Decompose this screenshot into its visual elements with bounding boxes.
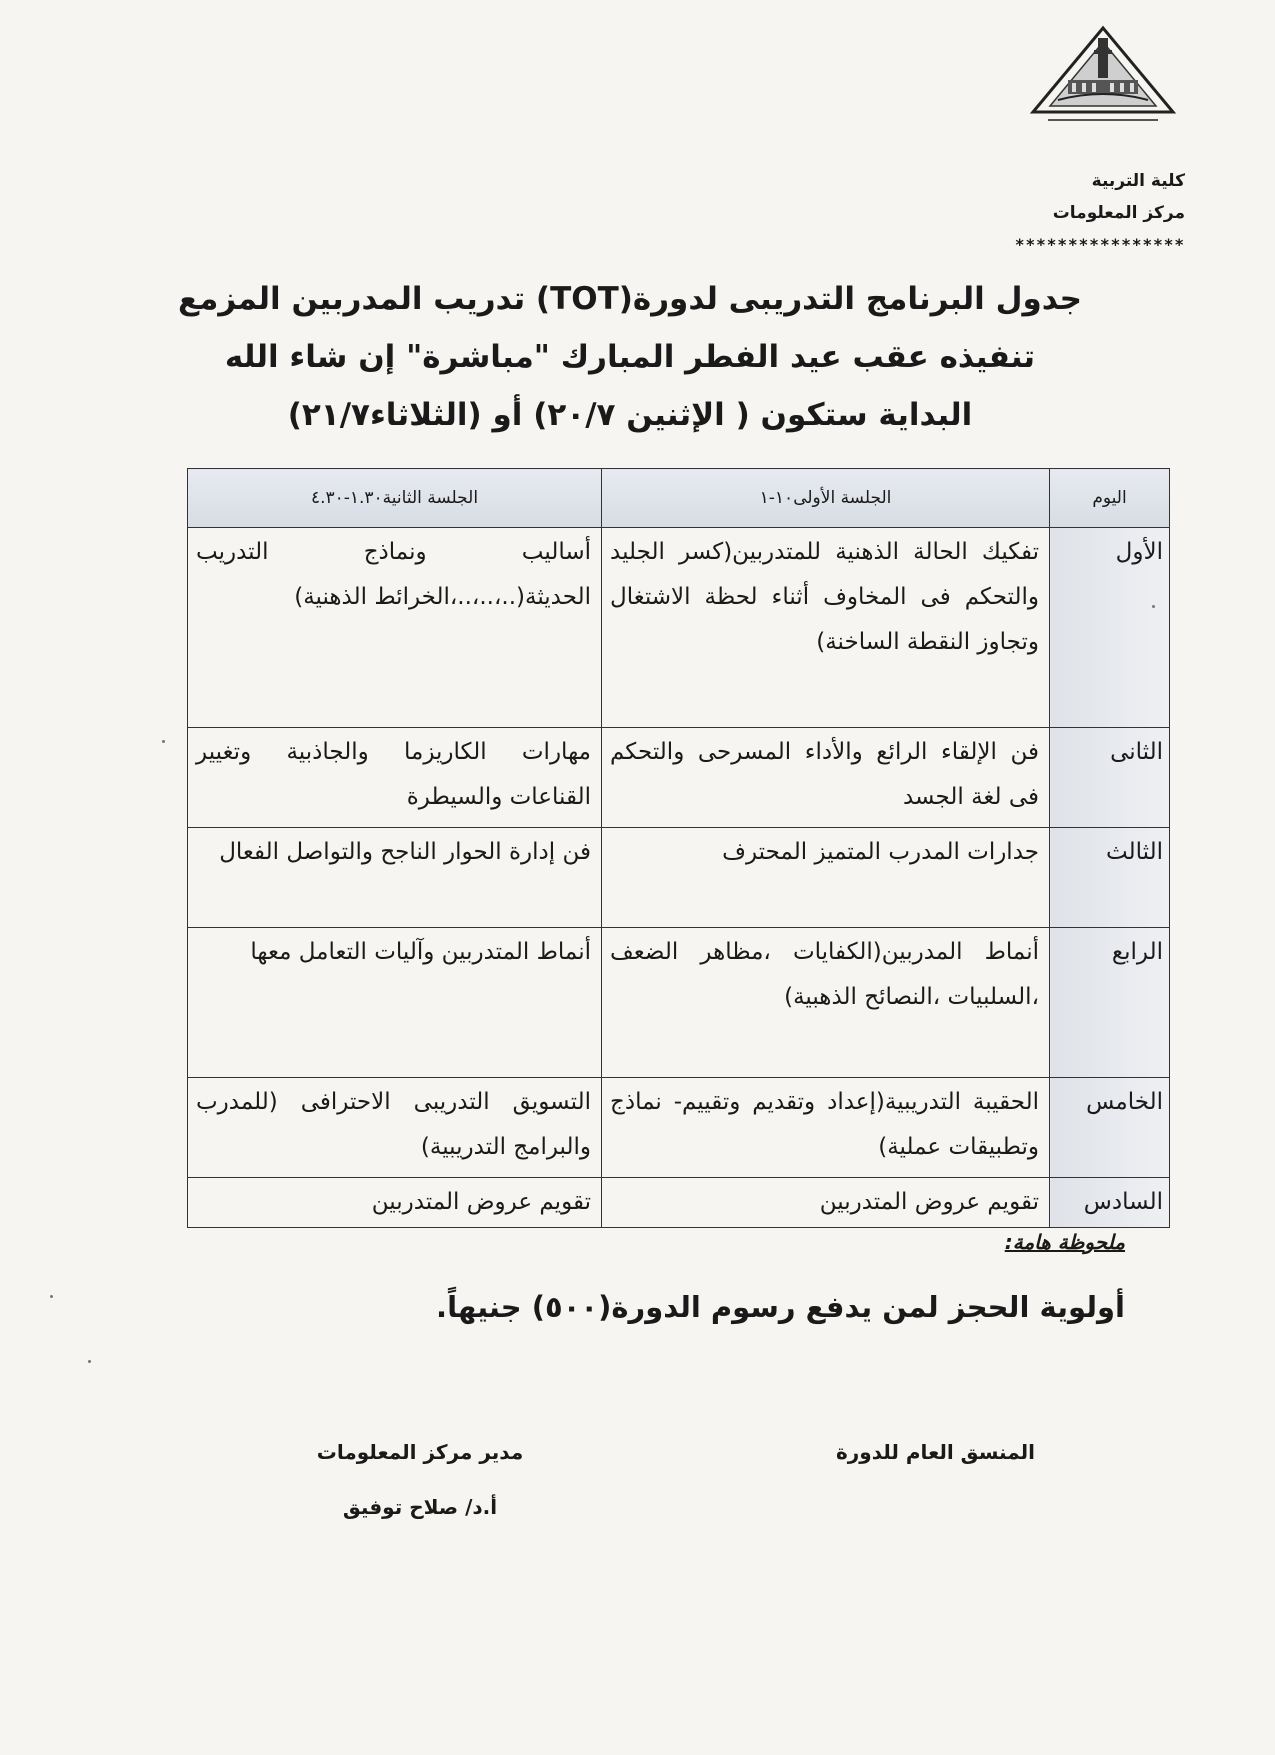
scan-speck <box>1152 605 1155 608</box>
session-2-cell: فن إدارة الحوار الناجح والتواصل الفعال <box>188 828 602 928</box>
scan-speck <box>162 740 165 743</box>
note-text: أولوية الحجز لمن يدفع رسوم الدورة(٥٠٠) جنيهاً. <box>436 1290 1125 1324</box>
director-title: مدير مركز المعلومات <box>316 1440 524 1464</box>
title-line-1: جدول البرنامج التدريبى لدورة(TOT) تدريب المدربين المزمع <box>177 281 1083 317</box>
session-2-cell: التسويق التدريبى الاحترافى (للمدرب والبرامج التدريبية) <box>188 1078 602 1178</box>
title-line-2: تنفيذه عقب عيد الفطر المبارك "مباشرة" إن شاء الله <box>224 339 1036 375</box>
session-2-cell: أساليب ونماذج التدريب الحديثة(..،..،..،الخرائط الذهنية) <box>188 528 602 728</box>
organization-block <box>825 165 1185 261</box>
session-2-cell: أنماط المتدربين وآليات التعامل معها <box>188 928 602 1078</box>
schedule-header-row <box>188 469 1170 528</box>
scan-speck <box>88 1360 91 1363</box>
session-1-cell: جدارات المدرب المتميز المحترف <box>602 828 1050 928</box>
title-line-3: البداية ستكون ( الإثنين ٢٠/٧) أو (الثلاثاء٢١/٧) <box>287 397 973 433</box>
day-cell: الثانى <box>1050 728 1170 828</box>
note-label: ملحوظة هامة: <box>1004 1230 1125 1254</box>
session-1-cell: أنماط المدربين(الكفايات ،مظاهر الضعف ،السلبيات ،النصائح الذهبية) <box>602 928 1050 1078</box>
faculty-name: كلية التربية <box>1091 171 1185 191</box>
day-cell: الخامس <box>1050 1078 1170 1178</box>
table-row <box>188 528 1170 728</box>
table-row <box>188 828 1170 928</box>
coordinator-title: المنسق العام للدورة <box>835 1440 1035 1464</box>
scan-speck <box>50 1295 53 1298</box>
header-session-2: الجلسة الثانية١.٣٠-٤.٣٠ <box>188 469 602 528</box>
header-session-1: الجلسة الأولى١٠-١ <box>602 469 1050 528</box>
center-name: مركز المعلومات <box>1052 203 1185 223</box>
session-2-cell: مهارات الكاريزما والجاذبية وتغيير القناعات والسيطرة <box>188 728 602 828</box>
university-emblem-icon <box>1028 20 1178 130</box>
table-row <box>188 1078 1170 1178</box>
day-cell: الرابع <box>1050 928 1170 1078</box>
session-1-cell: الحقيبة التدريبية(إعداد وتقديم وتقييم- نماذج وتطبيقات عملية) <box>602 1078 1050 1178</box>
day-cell: الثالث <box>1050 828 1170 928</box>
schedule-table <box>187 468 1170 1228</box>
table-row <box>188 728 1170 828</box>
session-1-cell: تقويم عروض المتدربين <box>602 1178 1050 1228</box>
session-1-cell: تفكيك الحالة الذهنية للمتدربين(كسر الجليد والتحكم فى المخاوف أثناء لحظة الاشتغال وتجاوز النقطة الساخنة) <box>602 528 1050 728</box>
session-1-cell: فن الإلقاء الرائع والأداء المسرحى والتحكم فى لغة الجسد <box>602 728 1050 828</box>
day-cell: السادس <box>1050 1178 1170 1228</box>
document-title <box>150 270 1110 444</box>
director-name: أ.د/ صلاح توفيق <box>342 1495 498 1519</box>
day-cell: الأول <box>1050 528 1170 728</box>
separator-stars: **************** <box>1014 235 1185 254</box>
session-2-cell: تقويم عروض المتدربين <box>188 1178 602 1228</box>
table-row <box>188 928 1170 1078</box>
header-day: اليوم <box>1050 469 1170 528</box>
table-row <box>188 1178 1170 1228</box>
